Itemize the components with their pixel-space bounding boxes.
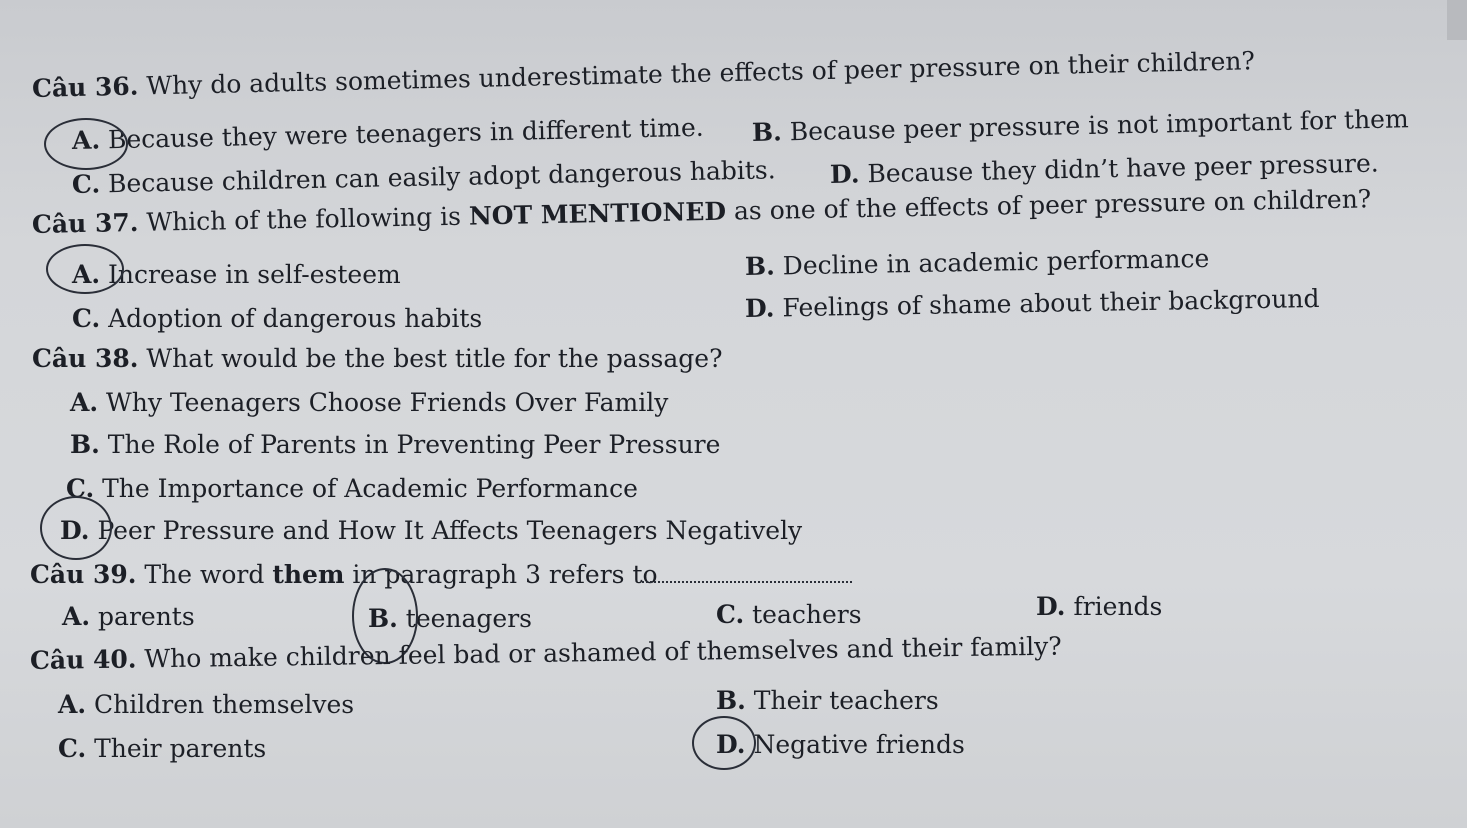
answer-circle-38 <box>40 496 112 560</box>
question-40-number: Câu 40. <box>29 644 137 675</box>
option-text: The Role of Parents in Preventing Peer Pressure <box>99 430 721 459</box>
option-key: B. <box>744 251 776 281</box>
answer-blank <box>642 581 852 583</box>
answer-circle-37 <box>46 244 124 294</box>
question-37-option-d[interactable] <box>744 283 1320 323</box>
option-key: B. <box>70 430 100 459</box>
option-text: Children themselves <box>86 690 355 719</box>
question-40 <box>29 631 1062 675</box>
question-36 <box>32 48 1255 101</box>
option-key: C. <box>66 474 95 503</box>
option-text: parents <box>90 602 195 631</box>
option-key: C. <box>58 734 87 763</box>
question-39-option-c[interactable] <box>716 602 862 627</box>
option-text: Peer Pressure and How It Affects Teenagers Negatively <box>89 516 803 545</box>
option-text: The Importance of Academic Performance <box>94 474 638 503</box>
option-text: Why Teenagers Choose Friends Over Family <box>98 388 669 417</box>
question-38-number: Câu 38. <box>32 344 139 373</box>
question-36-number: Câu 36. <box>31 71 139 103</box>
option-key: D. <box>744 293 775 323</box>
option-text: Increase in self-esteem <box>100 260 401 289</box>
option-text: Because peer pressure is not important for them <box>781 104 1409 147</box>
answer-circle-36 <box>44 118 128 170</box>
option-text: Decline in academic performance <box>774 243 1210 281</box>
option-text: Because they didn’t have peer pressure. <box>859 148 1379 189</box>
question-37-emphasis: NOT MENTIONED <box>468 196 727 231</box>
option-text: Because they were teenagers in different time. <box>99 112 704 155</box>
option-key: D. <box>829 159 860 189</box>
option-key: D. <box>60 516 90 545</box>
option-text: teenagers <box>397 604 533 633</box>
option-text: Their parents <box>86 734 267 763</box>
question-38-option-c[interactable] <box>66 476 638 501</box>
option-text: friends <box>1065 592 1163 621</box>
question-38 <box>32 346 722 371</box>
option-key: D. <box>1036 592 1066 621</box>
question-39-text: The word <box>136 560 273 589</box>
option-key: A. <box>70 388 99 417</box>
question-38-text: What would be the best title for the passage? <box>138 344 723 373</box>
question-39-text-end: in paragraph 3 refers to <box>344 560 658 589</box>
question-40-option-a[interactable] <box>58 692 354 717</box>
question-38-option-a[interactable] <box>70 390 668 415</box>
paper-corner <box>1447 0 1467 40</box>
question-40-option-c[interactable] <box>58 736 266 761</box>
option-text: Feelings of shame about their background <box>774 283 1320 323</box>
option-key: C. <box>72 304 101 333</box>
question-40-text: Who make children feel bad or ashamed of themselves and their family? <box>136 631 1062 674</box>
option-key: C. <box>716 600 745 629</box>
option-text: Their teachers <box>745 686 939 715</box>
question-37-text: Which of the following is <box>138 201 470 237</box>
option-key: B. <box>716 686 746 715</box>
question-39 <box>30 562 658 587</box>
question-39-emphasis: them <box>272 560 345 589</box>
question-36-option-c[interactable] <box>72 157 776 197</box>
option-key: B. <box>751 117 783 147</box>
option-key: D. <box>716 730 746 759</box>
question-40-option-b[interactable] <box>716 688 939 713</box>
question-37-option-c[interactable] <box>72 306 482 331</box>
question-39-option-d[interactable] <box>1036 594 1162 619</box>
option-key: C. <box>71 169 101 199</box>
question-38-option-b[interactable] <box>70 432 720 457</box>
question-36-text: Why do adults sometimes underestimate the effects of peer pressure on their children? <box>138 46 1256 101</box>
option-key: B. <box>368 604 398 633</box>
question-39-option-a[interactable] <box>62 604 195 629</box>
option-key: A. <box>72 260 101 289</box>
question-36-option-b[interactable] <box>752 106 1409 145</box>
option-key: A. <box>71 125 101 155</box>
option-text: teachers <box>744 600 862 629</box>
option-text: Negative friends <box>745 730 965 759</box>
question-37-number: Câu 37. <box>31 207 139 239</box>
option-text: Adoption of dangerous habits <box>100 304 483 333</box>
option-text: Because children can easily adopt dangerous habits. <box>99 155 776 199</box>
answer-circle-40 <box>692 716 756 770</box>
question-39-number: Câu 39. <box>30 560 137 589</box>
question-36-option-a[interactable] <box>71 112 704 155</box>
option-key: A. <box>62 602 91 631</box>
option-key: A. <box>58 690 87 719</box>
question-38-option-d[interactable] <box>60 518 802 543</box>
question-36-option-d[interactable] <box>829 148 1379 189</box>
question-37-option-b[interactable] <box>744 243 1210 281</box>
question-37-text-end: as one of the effects of peer pressure on children? <box>725 184 1372 226</box>
